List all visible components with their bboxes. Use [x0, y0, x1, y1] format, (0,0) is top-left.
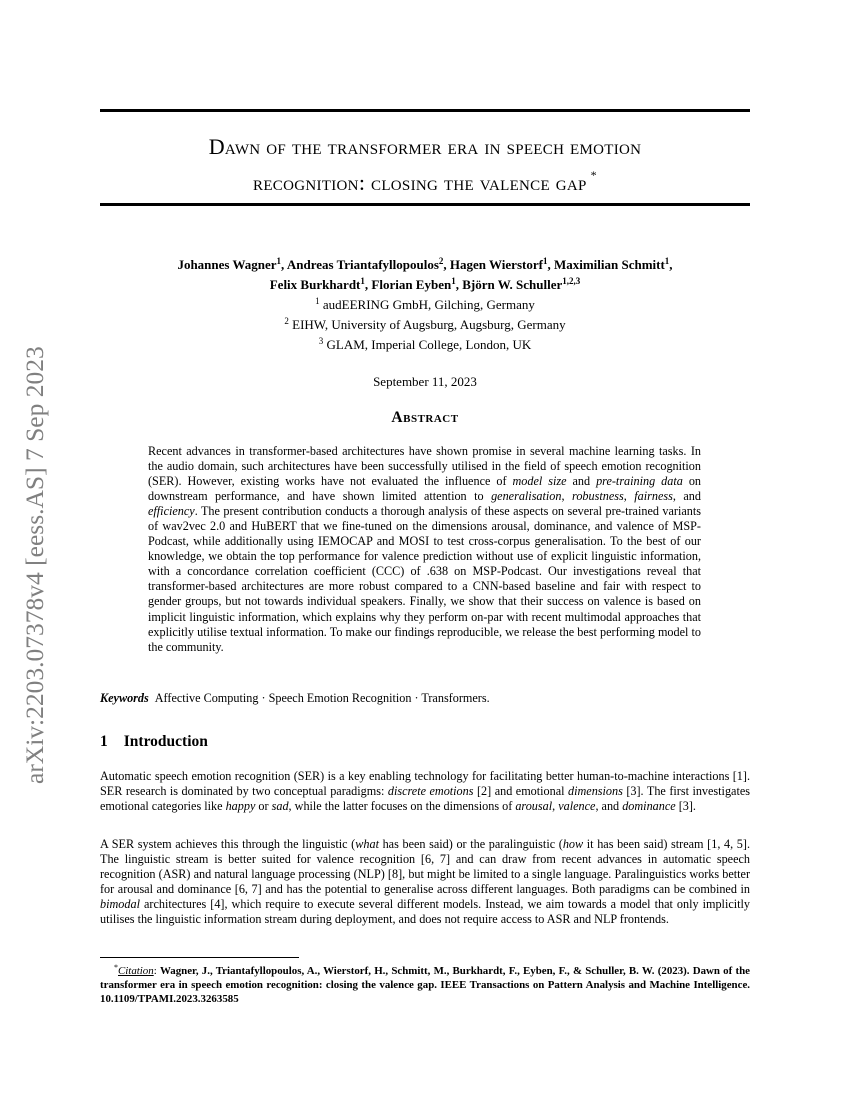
publication-date: September 11, 2023 — [373, 374, 477, 389]
author-name: Andreas Triantafyllopoulos — [286, 257, 439, 272]
section-number: 1 — [100, 733, 108, 750]
keywords-line — [100, 691, 750, 706]
title-top-rule — [100, 109, 750, 112]
footnote-rule — [100, 957, 299, 958]
author-name: Florian Eyben — [371, 277, 452, 292]
keywords-label: Keywords — [100, 691, 149, 705]
affiliation: $^3$ GLAM, Imperial College, London, UK — [318, 336, 532, 352]
section-title: Introduction — [123, 733, 208, 750]
affiliation: $^2$ EIHW, University of Augsburg, Augsburg, Germany — [284, 316, 566, 332]
footnote-mark: * — [114, 963, 118, 972]
arxiv-identifier-text: arXiv:2203.07378v4 [eess.AS] 7 Sep 2023 — [20, 346, 49, 784]
section-heading-introduction — [100, 733, 208, 751]
abstract-body: Recent advances in transformer-based architectures have shown promise in several machine learning tasks. In the audio domain, such architectures have been successfully utilised in the field of speech emotion recognition (SER). However, existing works have not evaluated the influence of model size and pre-training data on downstream performance, and have shown limited attention to generalisation, robustness, fairness, and efficiency. The present contribution conducts a thorough analysis of these aspects on several pre-trained variants of wav2vec 2.0 and HuBERT that we fine-tuned on the dimensions arousal, dominance, and valence of MSP-Podcast, while additionally using IEMOCAP and MOSI to test cross-corpus generalisation. To the best of our knowledge, we obtain the top performance for valence prediction without use of explicit linguistic information, with a concordance correlation coefficient (CCC) of .638 on MSP-Podcast. Our investigations reveal that transformer-based architectures are more robust compared to a CNN-based baseline and fair with respect to gender groups, but not towards individual speakers. Finally, we show that their success on valence is based on implicit linguistic information, which explains why they perform on-par with recent multimodal approaches that explicitly utilise textual information. To make our findings reproducible, we release the best performing model to the community. — [148, 444, 702, 654]
footnote-label: Citation — [118, 965, 154, 977]
intro-paragraph-2: A SER system achieves this through the linguistic (what has been said) or the paralinguistic (how it has been said) stream [1, 4, 5]. The linguistic stream is better suited for valence recognition [6, 7] and can draw from recent advances in automatic speech recognition (ASR) and natural language processing (NLP) [8], but might be limited to a single language. Paralinguistics works better for arousal and dominance [6, 7] and has the potential to generalise across different languages. Both paradigms can be combined in bimodal architectures [4], which require to execute several different models. Instead, we aim towards a model that only implicitly utilises the linguistic information stream during deployment, and does not require access to ASR and NLP frontends. — [100, 837, 750, 927]
abstract-heading: Abstract — [391, 409, 459, 426]
intro-paragraph-1: Automatic speech emotion recognition (SER) is a key enabling technology for facilitating better human-to-machine interactions [1]. SER research is dominated by two conceptual paradigms: discrete emotions [2] and emotional dimensions [3]. The first investigates emotional categories like happy or sad, while the latter focuses on the dimensions of arousal, valence, and dominance [3]. — [100, 769, 750, 814]
paper-title — [100, 132, 750, 197]
author-name: Johannes Wagner — [177, 257, 277, 272]
title-line-1: Dawn of the transformer era in speech emotion — [208, 134, 642, 159]
author-names: Johannes Wagner$^1$, Andreas Triantafyllopoulos$^2$, Hagen Wierstorf$^1$, Maximilian Schmitt$^1$, Felix Burkhardt$^1$, Florian Eyben$^1$, Björn W. Schuller$^{1,2,3}$ — [177, 256, 673, 292]
author-name: Hagen Wierstorf — [449, 257, 543, 272]
author-name: Björn W. Schuller — [462, 277, 563, 292]
author-name: Felix Burkhardt — [269, 277, 361, 292]
arxiv-identifier-stamp — [14, 290, 54, 790]
affiliation: $^1$ audEERING GmbH, Gilching, Germany — [315, 296, 535, 312]
title-line-2: recognition: closing the valence gap — [253, 170, 587, 195]
citation-footnote: *Citation: Wagner, J., Triantafyllopoulos, A., Wierstorf, H., Schmitt, M., Burkhardt, F., Eyben, F., & Schuller, B. W. (2023). Dawn of the transformer era in speech emotion recognition: closing the valence gap. IEEE Transactions on Pattern Analysis and Machine Intelligence. 10.1109/TPAMI.2023.3263585 — [100, 963, 750, 1005]
title-footnote-mark: * — [590, 168, 597, 182]
footnote-citation-text: Wagner, J., Triantafyllopoulos, A., Wierstorf, H., Schmitt, M., Burkhardt, F., Eyben, F., & Schuller, B. W. (2023). Dawn of the transformer era in speech emotion recognition: closing the valence gap. IEEE Transactions on Pattern Analysis and Machine Intelligence. 10.1109/TPAMI.2023.3263585 — [100, 965, 750, 1005]
author-name: Maximilian Schmitt — [553, 257, 665, 272]
title-bottom-rule — [100, 203, 750, 206]
keywords-text: Affective Computing · Speech Emotion Recognition · Transformers. — [154, 691, 490, 705]
author-block — [100, 253, 750, 353]
